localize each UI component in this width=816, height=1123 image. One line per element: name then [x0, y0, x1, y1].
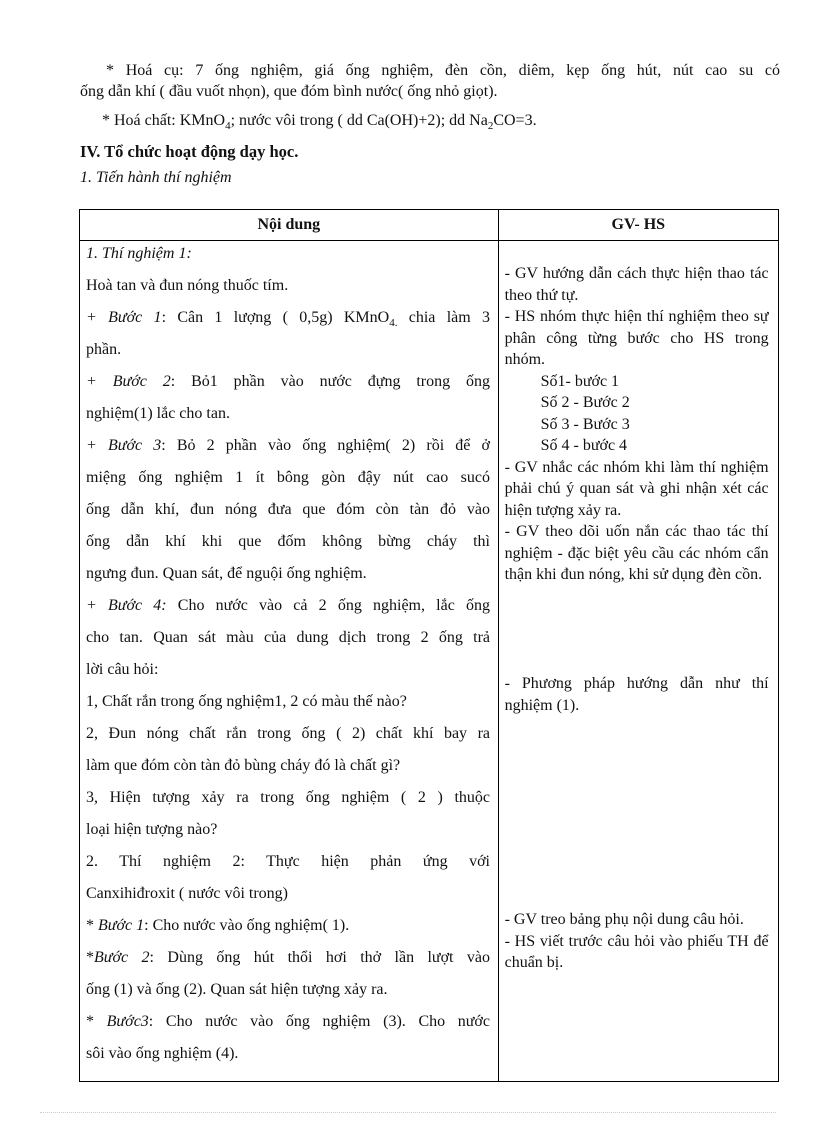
equipment-line-2: ống dẫn khí ( đầu vuốt nhọn), que đóm bình nước( ống nhỏ giọt). — [80, 83, 498, 100]
table-body-row — [80, 241, 779, 1082]
table-header-row — [80, 210, 779, 241]
hs-write-note: - HS viết trước câu hỏi vào phiếu TH để chuẩn bị. — [504, 932, 769, 971]
lesson-table — [79, 209, 779, 1082]
gv-hs-block-1 — [505, 263, 769, 586]
chemicals-sub-1: 4 — [225, 120, 231, 133]
exp1-step1-cont: phần. — [86, 341, 122, 358]
page-bottom-divider — [40, 1112, 776, 1113]
section-title: IV. Tổ chức hoạt động dạy học. — [80, 142, 299, 161]
assign-step-2: Số 2 - Bước 2 — [540, 394, 630, 411]
assign-step-1: Số1- bước 1 — [540, 372, 620, 390]
exp2-step3-cont: sôi vào ống nghiệm (4). — [86, 1045, 239, 1062]
exp1-step3: + Bước 3: Bỏ 2 phần vào ống nghiệm( 2) rồi để ở — [86, 437, 490, 454]
hs-group-note: - HS nhóm thực hiện thí nghiệm theo sự phân công từng bước cho HS trong nhóm. — [504, 308, 769, 368]
exp1-title: 1. Thí nghiệm 1: — [86, 245, 192, 262]
exp1-step3-cont-2: ống dẫn khí, đun nóng đưa que đóm còn tàn đỏ vào — [86, 501, 490, 518]
exp1-step3-cont-1: miệng ống nghiệm 1 ít bông gòn đậy nút cao sucó — [86, 469, 490, 486]
exp1-step3-cont-3: ống dẫn khí khi que đốm không bừng cháy thì — [86, 533, 490, 550]
question-1: 1, Chất rắn trong ống nghiệm1, 2 có màu thế nào? — [86, 693, 407, 710]
subsection-title: 1. Tiến hành thí nghiệm — [80, 169, 232, 186]
question-2-cont: làm que đóm còn tàn đỏ bùng cháy đó là chất gì? — [86, 757, 401, 774]
chemicals-prefix: * Hoá chất: KMnO — [102, 112, 226, 129]
assign-step-3: Số 3 - Bước 3 — [540, 415, 630, 433]
exp1-desc: Hoà tan và đun nóng thuốc tím. — [86, 277, 289, 294]
equipment-line-1 — [80, 60, 780, 81]
chemicals-sub-2: 2 — [487, 120, 494, 133]
question-2: 2, Đun nóng chất rắn trong ống ( 2) chất khí bay ra — [86, 725, 490, 742]
gv-monitor-note: - GV theo dõi uốn nắn các thao tác thí nghiệm - đặc biệt yêu cầu các nhóm cẩn thận khi đun nóng, khi sử dụng đèn cồn. — [504, 523, 769, 583]
question-3: 3, Hiện tượng xảy ra trong ống nghiệm ( 2 ) thuộc — [86, 789, 490, 806]
content-cell — [80, 241, 499, 1082]
exp2-step3: * Bước3: Cho nước vào ống nghiệm (3). Cho nước — [86, 1013, 490, 1030]
question-3-cont: loại hiện tượng nào? — [86, 821, 218, 838]
header-gv-hs: GV- HS — [498, 210, 778, 241]
exp2-title: 2. Thí nghiệm 2: Thực hiện phản ứng với — [86, 853, 490, 870]
exp1-step1: + Bước 1: Cân 1 lượng ( 0,5g) KMnO$_{4.}$ chia làm 3 — [86, 309, 491, 330]
exp1-step3-cont-4: ngưng đun. Quan sát, để nguội ống nghiệm. — [86, 565, 367, 582]
method-note: - Phương pháp hướng dẫn như thí nghiệm (1). — [504, 675, 769, 714]
gv-board-note: - GV treo bảng phụ nội dung câu hỏi. — [504, 911, 744, 928]
exp1-step4: + Bước 4: Cho nước vào cả 2 ống nghiệm, lắc ống — [86, 597, 490, 614]
chemicals-mid: ; nước vôi trong ( dd Ca(OH)+2); dd Na — [230, 112, 488, 129]
assign-step-4: Số 4 - bước 4 — [540, 437, 628, 454]
equipment-paragraph — [80, 60, 780, 102]
gv-hs-cell — [498, 241, 778, 1082]
exp2-step2: *Bước 2: Dùng ống hút thổi hơi thở lần lượt vào — [86, 949, 490, 966]
exp1-step2: + Bước 2: Bỏ1 phần vào nước đựng trong ống — [86, 373, 491, 390]
chemicals-suffix: CO=3. — [493, 112, 537, 129]
gv-remind-note: - GV nhắc các nhóm khi làm thí nghiệm phải chú ý quan sát và ghi nhận xét các hiện tượng xảy ra. — [504, 458, 769, 519]
gv-hs-block-2 — [505, 909, 769, 974]
exp2-title-cont: Canxihiđroxit ( nước vôi trong) — [86, 885, 288, 902]
header-noi-dung: Nội dung — [80, 210, 499, 241]
exp1-step4-cont-1: cho tan. Quan sát màu của dung dịch trong 2 ống trả — [86, 629, 490, 646]
exp2-step1: * Bước 1: Cho nước vào ống nghiệm( 1). — [86, 917, 350, 934]
exp1-step4-cont-2: lời câu hỏi: — [86, 661, 159, 678]
gv-guide-note: - GV hướng dẫn cách thực hiện thao tác theo thứ tự. — [504, 265, 769, 304]
exp2-step2-cont: ống (1) và ống (2). Quan sát hiện tượng xảy ra. — [86, 981, 388, 998]
equipment-label: * Hoá cụ: — [106, 62, 184, 79]
equipment-text-1: 7 ống nghiệm, giá ống nghiệm, đèn cồn, diêm, kẹp ống hút, nút cao su có — [195, 62, 781, 79]
chemicals-line — [80, 110, 782, 131]
exp1-step2-cont: nghiệm(1) lắc cho tan. — [86, 405, 230, 422]
